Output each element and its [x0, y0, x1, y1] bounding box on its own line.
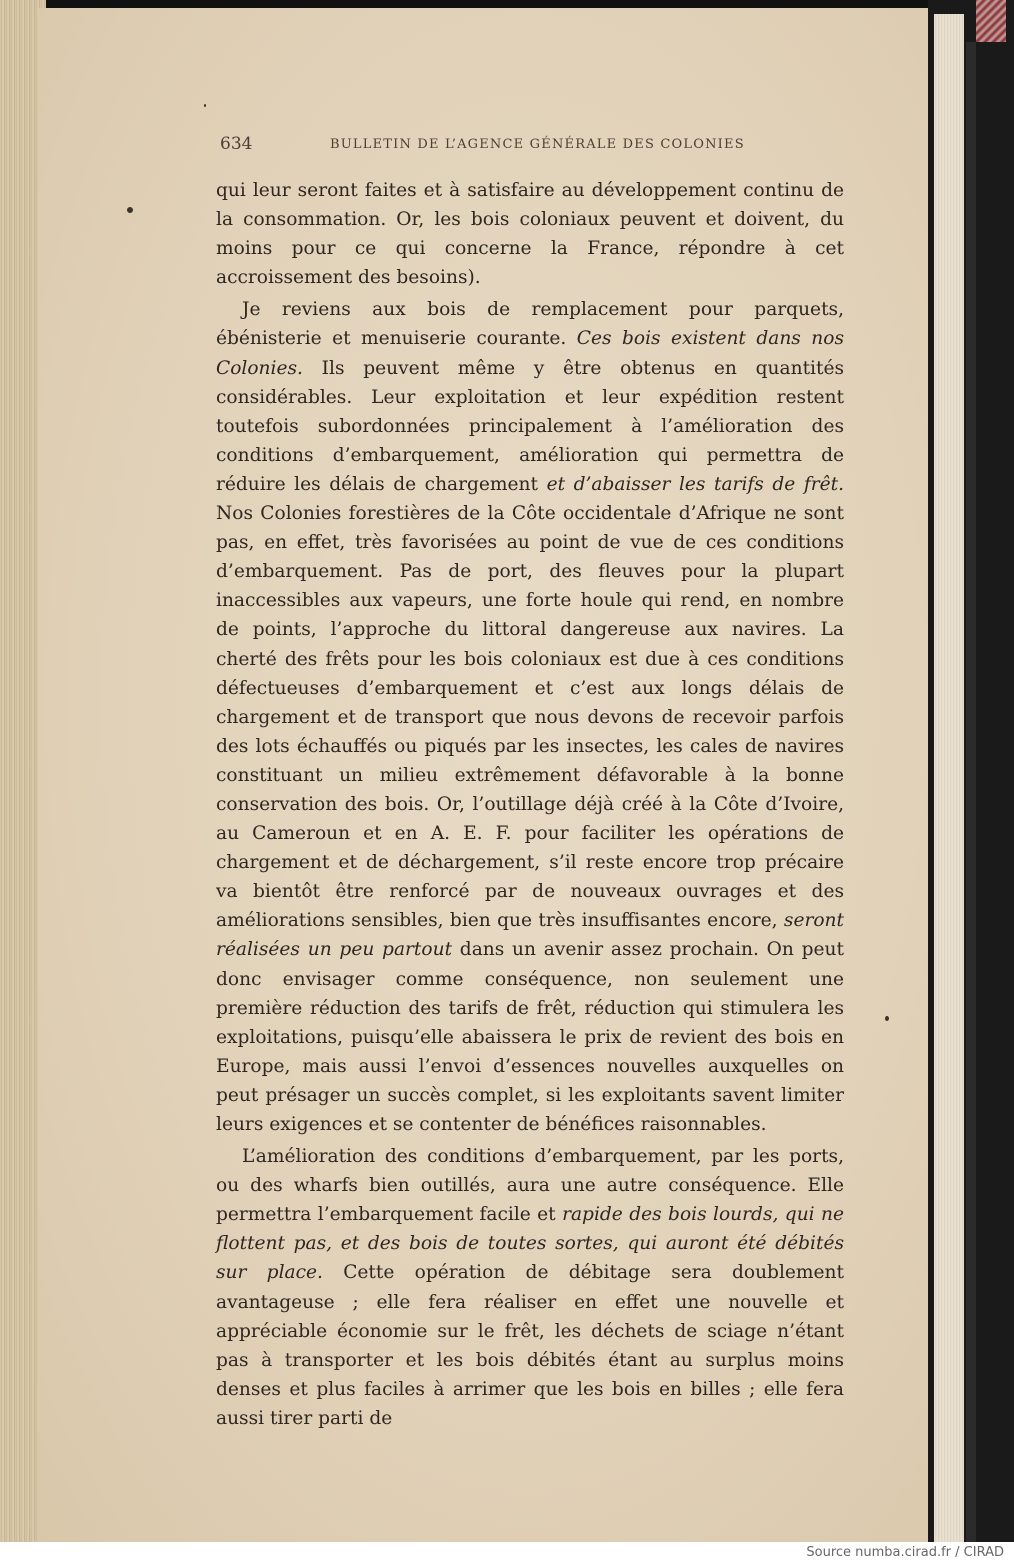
- paragraph-3: L’amélioration des conditions d’embarquement, par les ports, ou des wharfs bien outillés, aura une autre conséquence. Elle permettra l’embarquement facile et rapide des bois lourds, qui ne flottent pas, et des bois de toutes sortes, qui auront été débités sur place. Cette opération de débitage sera doublement avantageuse ; elle fera réaliser en effet une nouvelle et appréciable économie sur le frêt, les déchets de sciage n’étant pas à transporter et les bois débités étant au surplus moins denses et plus faciles à arrimer que les bois en billes ; elle fera aussi tirer parti de: [216, 1146, 845, 1429]
- source-credit: Source numba.cirad.fr / CIRAD: [806, 1545, 1004, 1560]
- italic-emphasis: seront réalisées un peu partout: [216, 910, 844, 961]
- page-number: 634: [220, 134, 253, 154]
- fore-edge-leaves: [934, 14, 964, 1542]
- italic-emphasis: Ces bois existent dans nos Colonies.: [216, 328, 844, 379]
- italic-emphasis: et d’abaisser les tarifs de frêt.: [546, 473, 844, 495]
- page-stack-right-edge: [928, 0, 1014, 1542]
- bookmark-ribbon: [976, 0, 1006, 42]
- ink-speck: [127, 207, 133, 213]
- paragraph-2: Je reviens aux bois de remplacement pour parquets, ébénisterie et menuiserie courante. Ces bois existent dans nos Colonies. Ils peuvent même y être obtenus en quantités considérables. Leur exploitation et leur expédition restent toutefois subordonnées principalement à l’amélioration des conditions d’embarquement, amélioration qui permettra de réduire les délais de chargement et d’abaisser les tarifs de frêt. Nos Colonies forestières de la Côte occidentale d’Afrique ne sont pas, en effet, très favorisées au point de vue de ces conditions d’embarquement. Pas de port, des fleuves pour la plupart inaccessibles aux vapeurs, une forte houle qui rend, en nombre de points, l’approche du littoral dangereuse aux navires. La cherté des frêts pour les bois coloniaux est due à ces conditions défectueuses d’embarquement et c’est aux longs délais de chargement et de transport que nous devons de recevoir parfois des lots échauffés ou piqués par les insectes, les cales de navires constituant un milieu extrêmement défavorable à la bonne conservation des bois. Or, l’outillage déjà créé à la Côte d’Ivoire, au Cameroun et en A. E. F. pour faciliter les opérations de chargement et de déchargement, s’il reste encore trop précaire va bientôt être renforcé par de nouveaux ouvrages et des améliorations sensibles, bien que très insuffisantes encore, seront réalisées un peu partout dans un avenir assez prochain. On peut donc envisager comme conséquence, non seulement une première réduction des tarifs de frêt, réduction qui stimulera les exploitations, puisqu’elle abaissera le prix de revient des bois en Europe, mais aussi l’envoi d’essences nouvelles auxquelles on peut présager un succès complet, si les exploitants savent limiter leurs exigences et se contenter de bénéfices raisonnables.: [216, 299, 844, 1135]
- body-text: [216, 176, 844, 1433]
- book-cover-edge: [966, 42, 976, 1542]
- ink-speck: [885, 1016, 889, 1021]
- footer-bar: [0, 1542, 1014, 1566]
- ink-speck: [204, 104, 206, 107]
- running-title: BULLETIN DE L’AGENCE GÉNÉRALE DES COLONIES: [330, 137, 745, 152]
- italic-emphasis: rapide des bois lourds, qui ne flottent pas, et des bois de toutes sortes, qui auront été débités sur place.: [216, 1204, 845, 1284]
- paragraph-1: qui leur seront faites et à satisfaire au développement continu de la consommation. Or, les bois coloniaux peuvent et doivent, du moins pour ce qui concerne la France, répondre à cet accroissement des besoins).: [216, 180, 844, 289]
- page-header: [220, 134, 750, 156]
